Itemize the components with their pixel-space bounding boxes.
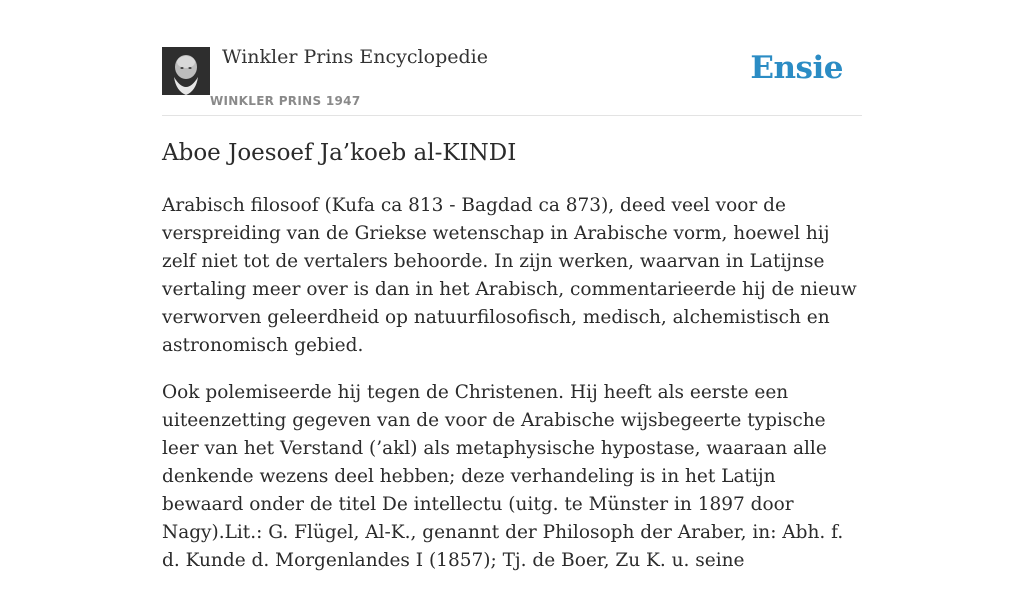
article-paragraph: Ook polemiseerde hij tegen de Christenen. Hij heeft als eerste een uiteenzetting gegeven van de voor de Arabische wijsbegeerte typische leer van het Verstand (’akl) als metaphysische hypostase, waaraan alle denkende wezens deel hebben; deze verhandeling is in het Latijn bewaard onder de titel De intellectu (uitg. te Münster in 1897 door Nagy).Lit.: G. Flügel, Al-K., genannt der Philosoph der Araber, in: Abh. f. d. Kunde d. Morgenlandes I (1857); Tj. de Boer, Zu K. u. seine bbox=[162, 382, 844, 571]
source-title[interactable]: Winkler Prins Encyclopedie bbox=[222, 46, 488, 68]
portrait-avatar-icon[interactable] bbox=[162, 47, 210, 95]
article-title: Aboe Joesoef Ja’koeb al-KINDI bbox=[162, 140, 517, 166]
source-header bbox=[162, 0, 862, 116]
article-body bbox=[162, 192, 862, 594]
page-container bbox=[162, 0, 862, 571]
article-paragraph: Arabisch filosoof (Kufa ca 813 - Bagdad ca 873), deed veel voor de verspreiding van de Griekse wetenschap in Arabische vorm, hoewel hij zelf niet tot de vertalers behoorde. In zijn werken, waarvan in Latijnse vertaling meer over is dan in het Arabisch, commentarieerde hij de nieuw verworven geleerdheid op natuurfilosofisch, medisch, alchemistisch en astronomisch gebied. bbox=[162, 195, 857, 356]
source-subtitle[interactable]: WINKLER PRINS 1947 bbox=[210, 94, 361, 108]
brand-logo[interactable]: Ensie bbox=[750, 50, 843, 86]
